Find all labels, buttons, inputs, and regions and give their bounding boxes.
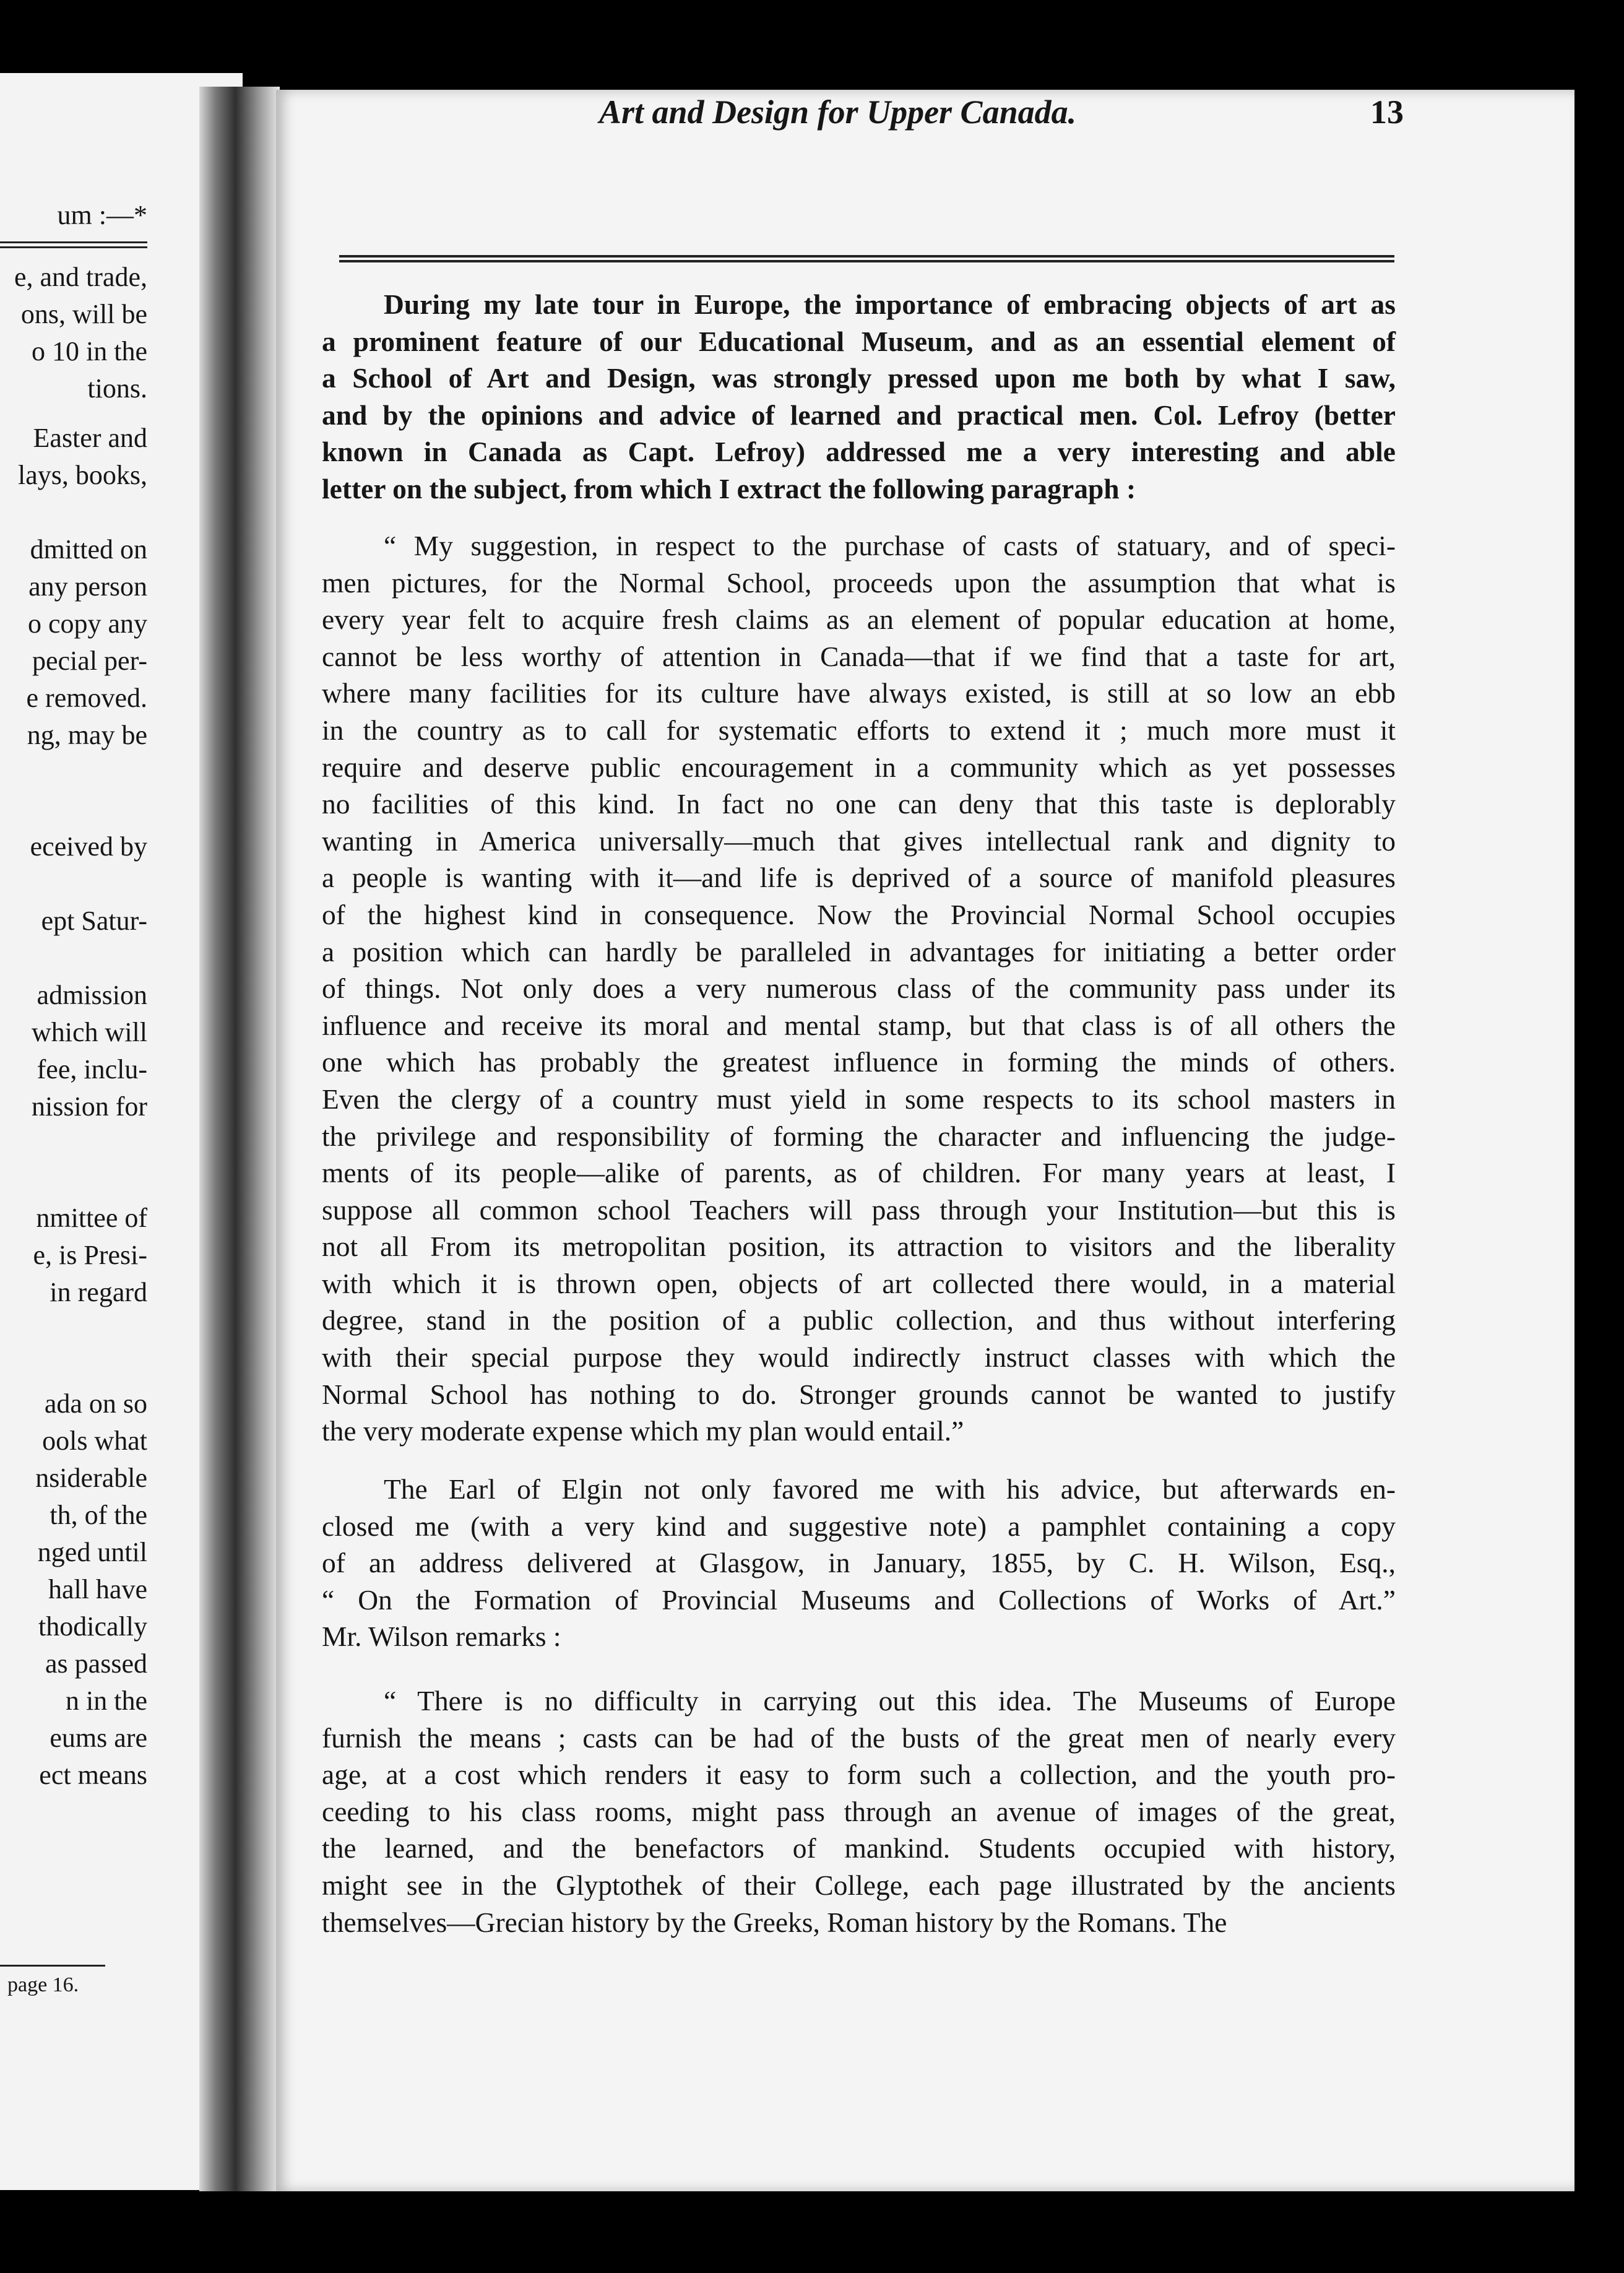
text-line: where many facilities for its culture have always existed, is still at so low an ebb <box>322 677 1396 709</box>
left-page-line: ept Satur- <box>41 906 147 936</box>
left-page-line: ect means <box>39 1760 147 1790</box>
text-line: of the highest kind in consequence. Now the Provincial Normal School occupies <box>322 898 1396 930</box>
left-page-line: lays, books, <box>18 460 147 490</box>
left-page-line: nission for <box>32 1091 147 1122</box>
left-page-line: dmitted on <box>30 534 147 565</box>
text-line: a people is wanting with it—and life is deprived of a source of manifold pleasures <box>322 862 1396 894</box>
left-page-line: ada on so <box>44 1388 147 1419</box>
text-line: of things. Not only does a very numerous class of the community pass under its <box>322 972 1396 1005</box>
text-line: men pictures, for the Normal School, proceeds upon the assumption that what is <box>322 566 1396 599</box>
paragraph-elgin <box>322 1471 1396 1655</box>
page-header <box>599 93 1404 142</box>
binding-gutter <box>199 87 280 2191</box>
text-line: a School of Art and Design, was strongly pressed upon me both by what I saw, <box>322 362 1396 394</box>
text-line: ceeding to his class rooms, might pass through an avenue of images of the great, <box>322 1795 1396 1827</box>
left-page-line: Easter and <box>33 423 147 453</box>
text-line: and by the opinions and advice of learned and practical men. Col. Lefroy (better <box>322 399 1396 431</box>
left-page-line: fee, inclu- <box>37 1054 147 1085</box>
left-page-line: hall have <box>48 1574 147 1604</box>
text-line: Even the clergy of a country must yield in some respects to its school masters in <box>322 1083 1396 1115</box>
left-footnote: page 16. <box>7 1973 79 1996</box>
text-line: the learned, and the benefactors of mankind. Students occupied with history, <box>322 1832 1396 1864</box>
text-line: in the country as to call for systematic efforts to extend it ; much more must it <box>322 714 1396 746</box>
left-page-line: ng, may be <box>27 720 147 750</box>
left-page-rule <box>0 241 147 248</box>
left-page-line: in regard <box>50 1277 147 1307</box>
left-page-line: eums are <box>50 1723 147 1753</box>
quote-wilson <box>322 1682 1396 1941</box>
text-line: influence and receive its moral and mental stamp, but that class is of all others the <box>322 1009 1396 1041</box>
left-page-line: which will <box>32 1017 147 1047</box>
text-line: a position which can hardly be paralleled in advantages for initiating a better order <box>322 935 1396 968</box>
text-line: require and deserve public encouragement in a community which as yet possesses <box>322 751 1396 783</box>
header-rule <box>339 255 1394 262</box>
text-line: cannot be less worthy of attention in Canada—that if we find that a taste for art, <box>322 640 1396 672</box>
left-page-line: admission <box>37 980 147 1010</box>
text-line: with which it is thrown open, objects of art collected there would, in a material <box>322 1267 1396 1299</box>
text-line: with their special purpose they would indirectly instruct classes with which the <box>322 1341 1396 1374</box>
left-page-line: nmittee of <box>36 1203 147 1233</box>
left-page-line: e, is Presi- <box>33 1240 147 1270</box>
text-line: of an address delivered at Glasgow, in January, 1855, by C. H. Wilson, Esq., <box>322 1547 1396 1579</box>
text-line: ments of its people—alike of parents, as of children. For many years at least, I <box>322 1157 1396 1189</box>
left-page-line: as passed <box>45 1648 147 1679</box>
text-line: “ My suggestion, in respect to the purchase of casts of statuary, and of speci- <box>384 530 1396 561</box>
text-line: suppose all common school Teachers will pass through your Institution—but this is <box>322 1193 1396 1226</box>
left-page-line: tions. <box>87 373 147 404</box>
text-line: a prominent feature of our Educational Museum, and as an essential element of <box>322 325 1396 357</box>
text-line: Normal School has nothing to do. Stronger grounds cannot be wanted to justify <box>322 1378 1396 1410</box>
left-page-line: o 10 in the <box>32 336 147 366</box>
text-line: Mr. Wilson remarks : <box>322 1621 561 1653</box>
left-page-line: n in the <box>66 1686 147 1716</box>
text-line: known in Canada as Capt. Lefroy) addressed me a very interesting and able <box>322 436 1396 468</box>
text-line: degree, stand in the position of a public collection, and thus without interfering <box>322 1304 1396 1336</box>
text-line: furnish the means ; casts can be had of the busts of the great men of nearly every <box>322 1721 1396 1754</box>
running-title: Art and Design for Upper Canada. <box>599 93 1077 131</box>
text-line: “ On the Formation of Provincial Museums and Collections of Works of Art.” <box>322 1583 1396 1616</box>
left-footnote-rule <box>0 1965 105 1967</box>
left-page-line: thodically <box>38 1611 147 1642</box>
quote-lefroy <box>322 527 1396 1450</box>
left-page-line: pecial per- <box>32 646 147 676</box>
left-page-line: ools what <box>42 1426 147 1456</box>
text-line: During my late tour in Europe, the importance of embracing objects of art as <box>384 288 1396 320</box>
text-line: themselves—Grecian history by the Greeks, Roman history by the Romans. The <box>322 1906 1227 1938</box>
text-line: wanting in America universally—much that gives intellectual rank and dignity to <box>322 825 1396 857</box>
left-page-line: eceived by <box>30 831 147 862</box>
text-line: “ There is no difficulty in carrying out this idea. The Museums of Europe <box>384 1685 1396 1717</box>
text-line: letter on the subject, from which I extract the following paragraph : <box>322 472 1136 504</box>
left-page-line: th, of the <box>50 1500 147 1530</box>
text-line: one which has probably the greatest influence in forming the minds of others. <box>322 1046 1396 1078</box>
text-line: age, at a cost which renders it easy to form such a collection, and the youth pro- <box>322 1759 1396 1791</box>
text-line: The Earl of Elgin not only favored me with his advice, but afterwards en- <box>384 1473 1396 1505</box>
text-line: the very moderate expense which my plan would entail.” <box>322 1415 964 1447</box>
text-line: closed me (with a very kind and suggestive note) a pamphlet containing a copy <box>322 1510 1396 1542</box>
left-page-line: nsiderable <box>35 1463 147 1493</box>
text-line: not all From its metropolitan position, its attraction to visitors and the liberality <box>322 1231 1396 1263</box>
left-page-line: o copy any <box>27 608 147 639</box>
left-page-line: ons, will be <box>20 299 147 329</box>
text-line: every year felt to acquire fresh claims as an element of popular education at home, <box>322 604 1396 636</box>
paragraph-intro <box>322 286 1396 508</box>
text-line: might see in the Glyptothek of their College, each page illustrated by the ancients <box>322 1869 1396 1901</box>
text-line: the privilege and responsibility of forming the character and influencing the judge- <box>322 1120 1396 1152</box>
left-page-line: nged until <box>37 1537 147 1567</box>
left-page-line: e removed. <box>26 683 147 713</box>
page-number: 13 <box>1370 93 1404 131</box>
left-page-line: any person <box>28 571 147 602</box>
text-line: no facilities of this kind. In fact no one can deny that this taste is deplorably <box>322 788 1396 820</box>
left-page-line: um :—* <box>57 200 147 230</box>
left-page-line: e, and trade, <box>14 262 147 292</box>
